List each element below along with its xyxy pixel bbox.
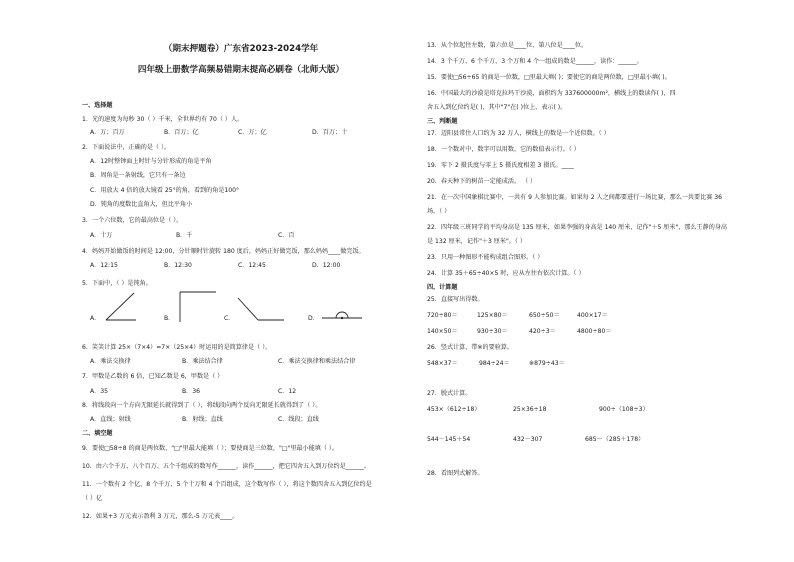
q26-item: ※879÷43＝ [529, 360, 565, 367]
q27-item: 432－307 [513, 436, 543, 443]
question-27: 27．脱式计算。 [427, 390, 472, 397]
question-13: 13．从个位起往左数，第六位是____位，第八位是____位。 [427, 42, 588, 49]
q25-item: 4800÷80＝ [577, 328, 612, 335]
question-2: 2．下面说法中，正确的是（ ）。 [82, 144, 171, 151]
section-fill-blank: 二、填空题 [82, 430, 113, 437]
angle-b-figure [178, 290, 218, 324]
q25-item: 420÷3＝ [529, 328, 556, 335]
question-12: 12．如果+3 万元表示盈利 3 万元，那么-5 万元表____。 [82, 513, 239, 520]
exam-title-line1: （期末押题卷）广东省2023-2024学年 [163, 44, 319, 54]
q7-option-c: C．12 [278, 388, 297, 395]
question-23: 23．只用一种图形不能构成组合图形。（ ） [427, 254, 544, 261]
question-5: 5．下面中，（ ）是钝角。 [82, 280, 152, 287]
q6-option-b: B．乘法结合律 [182, 358, 223, 365]
q4-option-a: A．12:15 [90, 262, 118, 269]
q26-item: 548×37＝ [427, 360, 458, 367]
q3-option-a: A．十万 [90, 232, 113, 239]
q8-option-a: A．直线；射线 [90, 416, 131, 423]
q1-option-c: C．万；亿 [238, 129, 267, 136]
section-choice: 一、选择题 [82, 102, 113, 109]
q1-option-b: B．百万；亿 [164, 129, 199, 136]
q1-option-a: A．万；百万 [90, 129, 125, 136]
q2-option-b: B．周角是一条射线，它只有一条边 [90, 172, 186, 179]
question-9: 9．要使□58÷8 的商是两位数，"□"里最大能填（ ）；要使商是三位数，"□"里最小能填（ ）。 [82, 445, 338, 452]
q26-item: 984÷24＝ [479, 360, 510, 367]
q7-option-b: B．36 [182, 388, 201, 395]
question-11-continued: （ ）亿 [82, 495, 103, 502]
q1-option-d: D．百万；十 [312, 129, 348, 136]
question-8: 8．将线段向一个方向无限延长就得到了（ ），将线段向两个反向无限延长就得到了（ ）。 [82, 402, 322, 409]
question-25: 25．直接写出得数。 [427, 296, 484, 303]
question-1: 1．光的速度为每秒 30（ ）千米，全世界约有 70（ ）人。 [82, 116, 244, 123]
q4-option-d: D．12:00 [312, 262, 341, 269]
question-19: 19．零下 2 摄氏度与零上 5 摄氏度相差 3 摄氏。____ [427, 162, 574, 169]
q2-option-d: D．钝角的度数比直角大，但比平角小 [90, 201, 193, 208]
q3-option-c: C．百 [278, 232, 295, 239]
question-14: 14．3 个千万、6 个千万、3 个万和 4 个一组成的数是______，读作：______。 [427, 58, 643, 65]
question-3: 3．一个六位数，它的最高位是（ ）。 [82, 217, 183, 224]
q25-item: 930÷30＝ [477, 328, 508, 335]
question-16: 16．中国最大的沙漠是塔克拉玛干沙漠，面积约为 337600000m²，横线上的数读作( )，四 [427, 90, 676, 97]
q25-item: 650÷50＝ [529, 312, 560, 319]
question-20: 20．春天种下的树苗一定能成活。 （ ） [427, 178, 537, 185]
q4-option-c: C．12:45 [238, 262, 266, 269]
section-calculation: 四、计算题 [427, 284, 458, 291]
angle-d-figure [320, 308, 364, 322]
question-28: 28．看图列式解答。 [427, 470, 484, 477]
q25-item: 400×17＝ [577, 312, 608, 319]
question-6: 6．笑笑计算 25×（7×4）=7×（25×4）时运用的是简算律是（ ）。 [82, 344, 272, 351]
angle-c-figure [236, 296, 286, 322]
question-21: 21．在一次中国象棋比赛中，一共有 9 人参加比赛。如果每 2 人之间都要进行一场比赛，那么一共要比赛 36 [427, 194, 722, 201]
question-18: 18．一个数对中，数字可以用数，它的数值表示行。（ ） [427, 146, 580, 153]
q6-option-c: C．乘法交换律和乘法结合律 [278, 358, 356, 365]
q27-item: 685－（285＋178） [585, 436, 645, 443]
q2-option-a: A．12时整钟面上时针与分针形成的角是平角 [90, 158, 212, 165]
q5-option-d: D． [308, 315, 319, 322]
question-15: 15．要使□56÷65 的商是一位数，□里最大填( )；要使它的商是两位数，□里最小填( )。 [427, 74, 671, 81]
question-17: 17．迈阳县常住人口约为 32 万人，横线上的数是一个近似数。（ ） [427, 130, 610, 137]
question-24: 24．计算 35＋65÷40×5 时，应从左往右依次计算。（ ） [427, 270, 585, 277]
question-16-continued: 舍五入到亿位约是( )，其中"7"在( )位上，表示( )。 [427, 104, 567, 111]
q8-option-c: C．线段；直线 [278, 416, 319, 423]
q25-item: 140×50＝ [427, 328, 458, 335]
question-22-continued: 是 132 厘米，记作"＋3 厘米"。（ ） [427, 238, 526, 245]
q25-item: 720÷80＝ [427, 312, 458, 319]
q5-option-c: C． [224, 315, 235, 322]
q3-option-b: B．千 [176, 232, 193, 239]
q4-option-b: B．12:30 [164, 262, 192, 269]
q5-option-a: A． [90, 315, 101, 322]
question-4: 4．妈妈开始做饭的时间是 12:00，分针顺时针旋转 180 度后，妈妈正好做完饭，那么妈妈____做完饭。 [82, 248, 365, 255]
q2-option-c: C．用放大 4 倍的放大镜看 25°的角，看到的角是100° [90, 187, 240, 194]
q27-item: 544－145＋54 [427, 436, 471, 443]
q27-item: 900÷（108÷3） [599, 406, 649, 413]
q25-item: 125×80＝ [477, 312, 508, 319]
q5-option-b: B． [164, 315, 175, 322]
q27-item: 25×36÷18 [513, 406, 547, 413]
question-21-continued: 场。（ ） [427, 208, 451, 215]
q7-option-a: A．35 [90, 388, 109, 395]
question-11: 11．一个数有 2 个亿、8 个千万、5 个十万和 4 个百组成，这个数写作（ ），将这个数四舍五入到亿位约是 [82, 481, 372, 488]
angle-a-figure [104, 290, 138, 322]
question-7: 7．甲数是乙数的 6 倍，已知乙数是 6，甲数是（ ） [82, 373, 224, 380]
question-22: 22．四年级三班同学的平均身高是 135 厘米，如果李强的身高是 140 厘米，记作"＋5 厘米"，那么王静的身高 [427, 224, 728, 231]
question-10: 10．由六个千万、八个百万、五个千组成的数写作______，读作______，把它四舍五入到万位约是______。 [82, 463, 371, 470]
q6-option-a: A．乘法交换律 [90, 358, 131, 365]
exam-title-line2: 四年级上册数学高频易错期末提高必刷卷（北师大版） [137, 65, 345, 75]
question-26: 26．竖式计算，带※的要验算。 [427, 344, 513, 351]
q8-option-b: B．射线；直线 [182, 416, 223, 423]
section-true-false: 三、判断题 [427, 118, 458, 125]
q27-item: 453×（612÷18） [427, 406, 481, 413]
